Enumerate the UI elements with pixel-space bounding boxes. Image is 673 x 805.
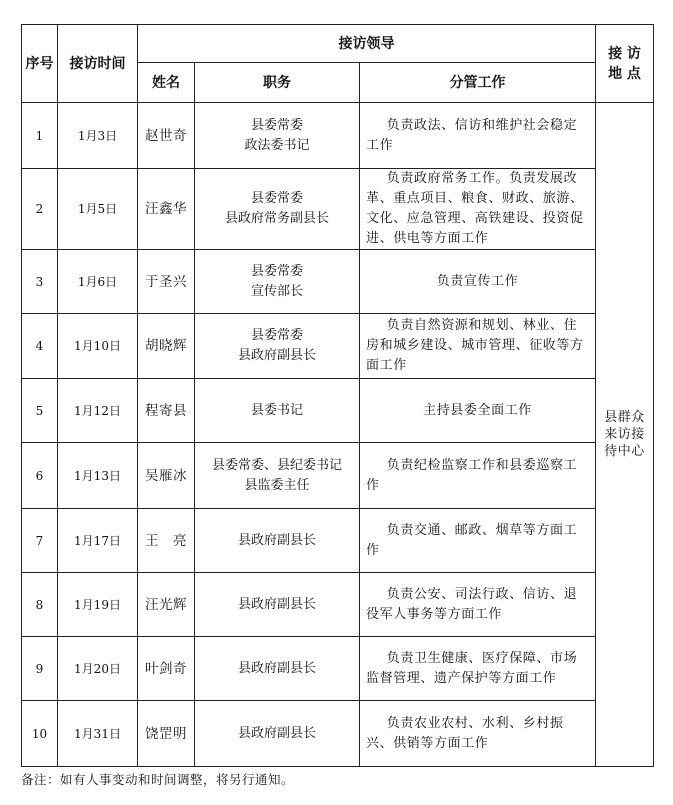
table-row xyxy=(22,103,654,169)
row-date: 1月10日 xyxy=(58,314,138,379)
header-position: 职务 xyxy=(195,63,360,103)
table-row xyxy=(22,637,654,701)
row-name: 赵世奇 xyxy=(138,103,195,169)
row-number: 2 xyxy=(22,169,58,250)
position-line: 县委书记 xyxy=(250,402,303,418)
position-line: 县监委主任 xyxy=(244,477,310,493)
header-seq: 序号 xyxy=(22,25,58,103)
position-line: 宣传部长 xyxy=(250,283,303,299)
table-row xyxy=(22,443,654,509)
position-line: 县委常委 xyxy=(250,328,303,343)
row-duty: 负责政府常务工作。负责发展改革、重点项目、粮食、财政、旅游、文化、应急管理、高铁建设、投资促进、供电等方面工作 xyxy=(360,169,596,250)
row-date: 1月3日 xyxy=(58,103,138,169)
row-duty: 主持县委全面工作 xyxy=(360,379,596,443)
position-line: 县委常委 xyxy=(250,191,303,206)
table-row xyxy=(22,701,654,767)
row-name: 程寄县 xyxy=(138,379,195,443)
position-line: 县政府副县长 xyxy=(237,532,316,548)
row-number: 6 xyxy=(22,443,58,509)
row-number: 7 xyxy=(22,509,58,573)
row-date: 1月5日 xyxy=(58,169,138,250)
row-date: 1月17日 xyxy=(58,509,138,573)
row-duty: 负责公安、司法行政、信访、退役军人事务等方面工作 xyxy=(360,573,596,637)
footnote: 备注：如有人事变动和时间调整，将另行通知。 xyxy=(21,772,295,787)
header-time: 接访时间 xyxy=(58,25,138,103)
table-row xyxy=(22,169,654,250)
row-date: 1月19日 xyxy=(58,573,138,637)
table-row xyxy=(22,250,654,314)
table-row xyxy=(22,379,654,443)
position-line: 县政府副县长 xyxy=(237,348,316,363)
position-line: 县委常委 xyxy=(250,263,303,279)
table-row xyxy=(22,314,654,379)
row-date: 1月13日 xyxy=(58,443,138,509)
table-row xyxy=(22,573,654,637)
row-duty: 负责宣传工作 xyxy=(360,250,596,314)
header-name: 姓名 xyxy=(138,63,195,103)
table-row xyxy=(22,509,654,573)
row-date: 1月20日 xyxy=(58,637,138,701)
row-position xyxy=(195,509,360,573)
row-position xyxy=(195,443,360,509)
row-position xyxy=(195,103,360,169)
reception-place: 县群众来访接待中心 xyxy=(596,103,654,767)
position-line: 县委常委 xyxy=(250,117,303,133)
schedule-table xyxy=(21,24,654,767)
row-position xyxy=(195,573,360,637)
row-duty: 负责农业农村、水利、乡村振兴、供销等方面工作 xyxy=(360,701,596,767)
position-line: 县政府副县长 xyxy=(237,596,316,612)
header-place-line2: 地 点 xyxy=(608,65,641,82)
row-position xyxy=(195,379,360,443)
header-row-1 xyxy=(22,25,654,63)
row-number: 8 xyxy=(22,573,58,637)
row-position xyxy=(195,701,360,767)
row-name: 胡晓辉 xyxy=(138,314,195,379)
position-line: 政法委书记 xyxy=(244,137,310,153)
position-line: 县政府常务副县长 xyxy=(224,211,329,226)
row-number: 4 xyxy=(22,314,58,379)
position-line: 县政府副县长 xyxy=(237,725,316,741)
row-name: 叶剑奇 xyxy=(138,637,195,701)
reception-schedule xyxy=(21,24,653,765)
row-date: 1月31日 xyxy=(58,701,138,767)
header-duty: 分管工作 xyxy=(360,63,596,103)
row-name: 吴雁冰 xyxy=(138,443,195,509)
position-line: 县政府副县长 xyxy=(237,660,316,676)
row-date: 1月6日 xyxy=(58,250,138,314)
row-number: 3 xyxy=(22,250,58,314)
header-place-line1: 接 访 xyxy=(608,45,641,62)
row-date: 1月12日 xyxy=(58,379,138,443)
row-number: 1 xyxy=(22,103,58,169)
row-name: 于圣兴 xyxy=(138,250,195,314)
header-leader: 接访领导 xyxy=(138,25,596,63)
row-duty: 负责交通、邮政、烟草等方面工作 xyxy=(360,509,596,573)
row-number: 9 xyxy=(22,637,58,701)
row-position xyxy=(195,637,360,701)
row-name: 饶罡明 xyxy=(138,701,195,767)
row-position xyxy=(195,314,360,379)
header-place xyxy=(596,25,654,103)
row-duty: 负责自然资源和规划、林业、住房和城乡建设、城市管理、征收等方面工作 xyxy=(360,314,596,379)
row-duty: 负责纪检监察工作和县委巡察工作 xyxy=(360,443,596,509)
row-name: 汪鑫华 xyxy=(138,169,195,250)
row-duty: 负责卫生健康、医疗保障、市场监督管理、遗产保护等方面工作 xyxy=(360,637,596,701)
row-position xyxy=(195,250,360,314)
position-line: 县委常委、县纪委书记 xyxy=(211,457,342,473)
row-name: 王 亮 xyxy=(138,509,195,573)
row-name: 汪光辉 xyxy=(138,573,195,637)
row-position xyxy=(195,169,360,250)
row-number: 5 xyxy=(22,379,58,443)
row-duty: 负责政法、信访和维护社会稳定工作 xyxy=(360,103,596,169)
row-number: 10 xyxy=(22,701,58,767)
